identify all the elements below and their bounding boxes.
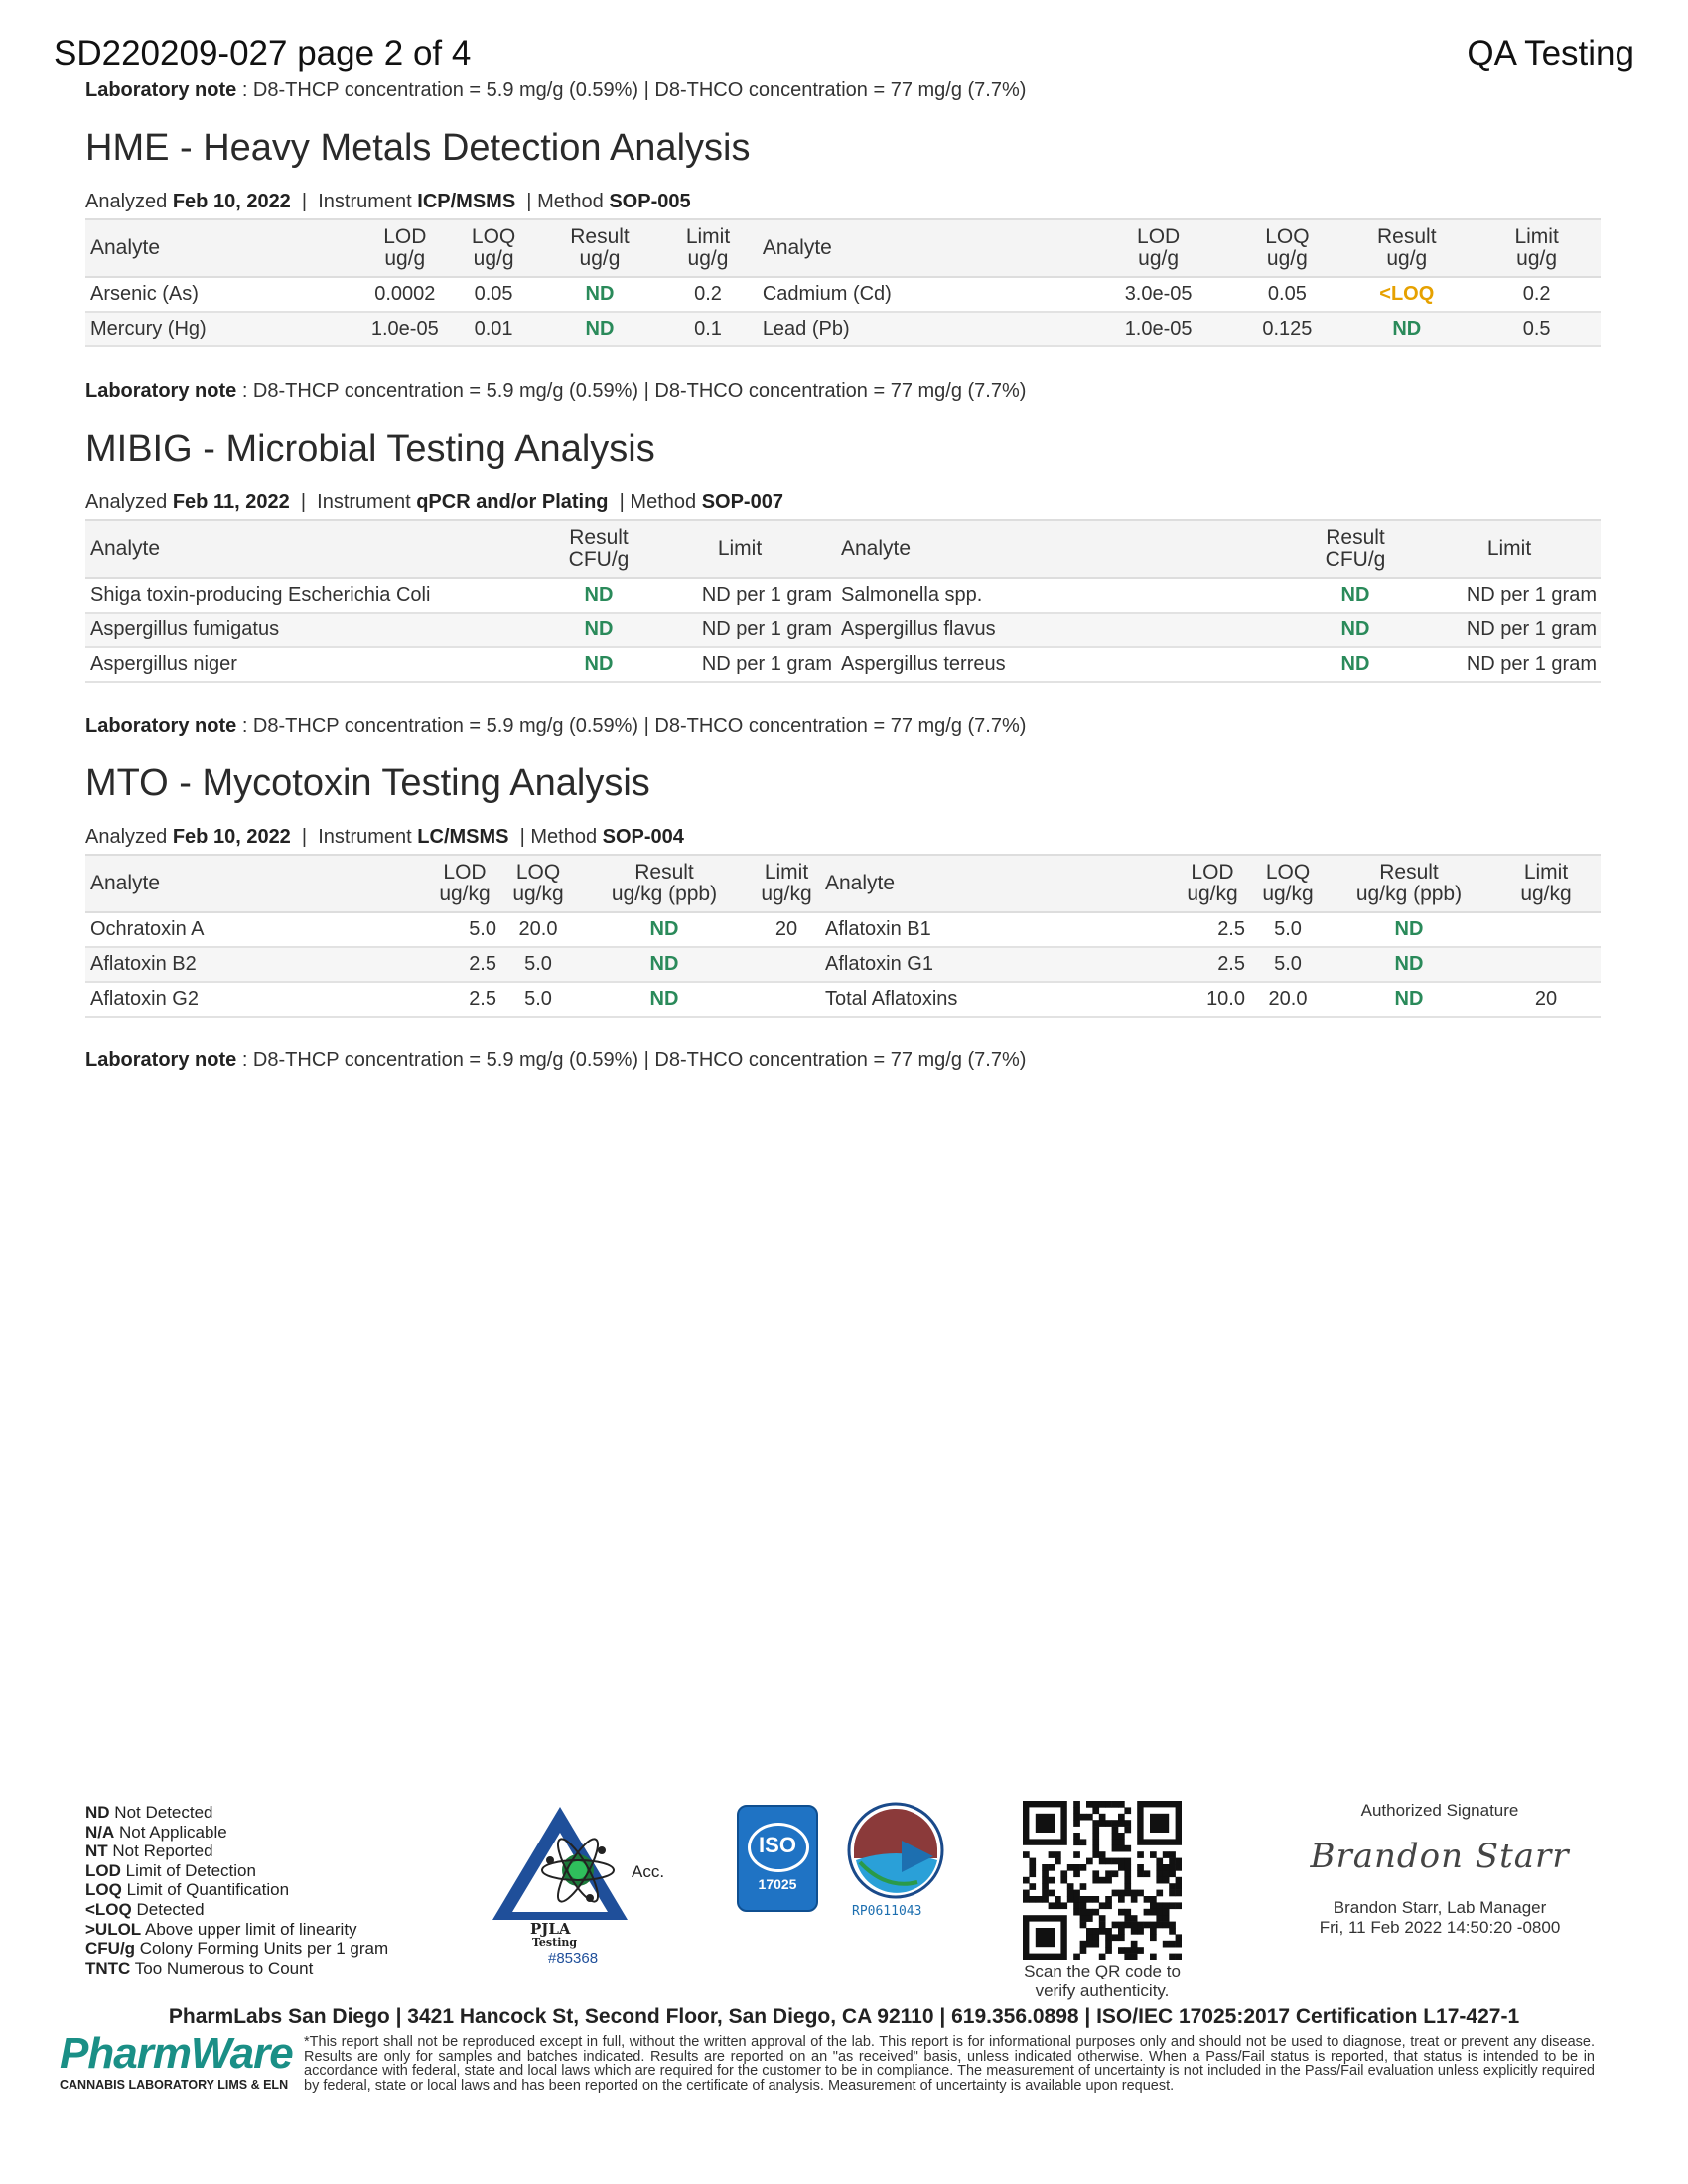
table-row <box>85 912 1601 947</box>
table-cell: ND <box>576 947 753 982</box>
legend-item <box>85 1861 423 1881</box>
lab-note <box>85 380 1026 403</box>
signature-date: Fri, 11 Feb 2022 14:50:20 -0800 <box>1319 1918 1561 1937</box>
column-header: Analyte <box>820 855 1176 912</box>
table-cell: 0.1 <box>658 312 758 346</box>
qr-code-icon <box>1023 1801 1182 1960</box>
column-header: LOD ug/g <box>363 219 446 277</box>
table-cell: 0.2 <box>1473 277 1601 312</box>
qr-caption: Scan the QR code to verify authenticity. <box>1024 1962 1181 2000</box>
pjla-name: PJLA <box>530 1920 571 1938</box>
instrument-label: Instrument <box>318 191 412 212</box>
table-cell: 5.0 <box>1249 947 1327 982</box>
table-row <box>85 647 1601 682</box>
instrument-value: LC/MSMS <box>417 826 509 848</box>
footer-address: PharmLabs San Diego | 3421 Hancock St, Second Floor, San Diego, CA 92110 | 619.356.0898 | ISO/IEC 17025:2017 Certification L17-427-1 <box>168 2005 1520 2028</box>
column-header: LOD ug/kg <box>429 855 500 912</box>
legend-abbr: ND <box>85 1803 110 1822</box>
method-label: Method <box>530 826 598 848</box>
table-cell: Aflatoxin G1 <box>820 947 1176 982</box>
column-header: Analyte <box>758 219 1083 277</box>
table-cell: Aspergillus terreus <box>836 647 1293 682</box>
table-cell: ND <box>554 647 643 682</box>
table-cell: Mercury (Hg) <box>85 312 363 346</box>
legend-abbr: TNTC <box>85 1958 131 1978</box>
disclaimer: *This report shall not be reproduced except in full, without the written approval of the lab. This report is for informational purposes only and should not be used to diagnose, treat or prevent any disease. Results are only for samples and batches indicated. Results are reported on an "as received" basis, unless indicated otherwise. When a Pass/Fail status is reported, that status is intended to be in accordance with federal, state and local laws which are required for the customer to be in compliance. The measurement of uncertainty is not included in the Pass/Fail evaluation unless explicitly required by federal, state or local laws and has been reported on the certificate of analysis. Measurement of uncertainty is available upon request. <box>304 2034 1595 2094</box>
table-row <box>85 312 1601 346</box>
table-cell: Total Aflatoxins <box>820 982 1176 1017</box>
table-cell: 2.5 <box>1176 947 1249 982</box>
column-header: Limit <box>1418 520 1601 578</box>
signature-block <box>1291 1801 1589 1938</box>
analyzed-label: Analyzed <box>85 191 168 212</box>
table-cell: 0.5 <box>1473 312 1601 346</box>
column-header: Limit ug/kg <box>753 855 820 912</box>
lab-note-label: Laboratory note <box>85 1049 237 1071</box>
pjla-number: #85368 <box>548 1950 599 1967</box>
table-cell: ND per 1 gram <box>643 613 836 647</box>
table-cell: 2.5 <box>1176 912 1249 947</box>
lab-note <box>85 1049 1026 1072</box>
table-cell: Arsenic (As) <box>85 277 363 312</box>
mibig-table <box>85 519 1601 683</box>
legend-item <box>85 1920 423 1940</box>
lab-note-text: : D8-THCP concentration = 5.9 mg/g (0.59%) | D8-THCO concentration = 77 mg/g (7.7%) <box>241 715 1027 737</box>
table-cell: 20 <box>1491 982 1601 1017</box>
lab-note <box>85 715 1026 738</box>
table-cell <box>1491 912 1601 947</box>
analyzed-date: Feb 11, 2022 <box>172 491 290 513</box>
table-cell: 5.0 <box>500 947 576 982</box>
table-cell: 5.0 <box>1249 912 1327 947</box>
legend-desc: Limit of Quantification <box>126 1880 290 1900</box>
column-header: Analyte <box>85 855 429 912</box>
table-row <box>85 578 1601 613</box>
column-header: Analyte <box>85 219 363 277</box>
mibig-title: MIBIG - Microbial Testing Analysis <box>85 428 655 470</box>
instrument-value: qPCR and/or Plating <box>416 491 609 513</box>
table-cell: 2.5 <box>429 947 500 982</box>
table-cell: Shiga toxin-producing Escherichia Coli <box>85 578 554 613</box>
table-cell: ND <box>541 312 658 346</box>
table-cell: ND <box>1340 312 1473 346</box>
legend-item <box>85 1900 423 1920</box>
table-cell: ND <box>1293 613 1418 647</box>
mto-title: MTO - Mycotoxin Testing Analysis <box>85 762 650 804</box>
table-row <box>85 613 1601 647</box>
legend-desc: Colony Forming Units per 1 gram <box>139 1939 389 1959</box>
column-header: Analyte <box>836 520 1293 578</box>
logo-sub: CANNABIS LABORATORY LIMS & ELN <box>60 2078 289 2092</box>
legend-desc: Above upper limit of linearity <box>145 1919 357 1939</box>
table-cell: 20.0 <box>500 912 576 947</box>
table-cell: Aspergillus fumigatus <box>85 613 554 647</box>
table-cell: ND <box>554 613 643 647</box>
table-cell: ND <box>576 982 753 1017</box>
table-cell: 0.05 <box>1233 277 1340 312</box>
column-header: LOQ ug/g <box>1233 219 1340 277</box>
dea-seal-icon <box>846 1801 945 1900</box>
legend-item <box>85 1842 423 1861</box>
brand-name: QA Testing <box>1467 34 1634 72</box>
legend-desc: Not Applicable <box>119 1822 227 1842</box>
hme-table <box>85 218 1601 347</box>
legend-desc: Detected <box>136 1899 205 1919</box>
table-cell: 5.0 <box>500 982 576 1017</box>
table-cell: ND <box>576 912 753 947</box>
instrument-value: ICP/MSMS <box>417 191 516 212</box>
mto-meta: Analyzed Feb 10, 2022 | Instrument LC/MSMS | Method SOP-004 <box>85 826 684 848</box>
signature-label: Authorized Signature <box>1360 1801 1519 1820</box>
lab-note-text: : D8-THCP concentration = 5.9 mg/g (0.59%) | D8-THCO concentration = 77 mg/g (7.7%) <box>241 1049 1027 1071</box>
table-cell: 0.05 <box>446 277 541 312</box>
column-header: Limit ug/kg <box>1491 855 1601 912</box>
table-cell: ND <box>1327 947 1491 982</box>
legend-abbr: LOD <box>85 1860 121 1880</box>
method-label: Method <box>630 491 697 513</box>
mto-table <box>85 854 1601 1018</box>
column-header: Result ug/g <box>1340 219 1473 277</box>
pjla-acc: Acc. <box>632 1862 665 1881</box>
iso-badge <box>737 1805 818 1912</box>
table-cell: 3.0e-05 <box>1083 277 1234 312</box>
lab-note-text: : D8-THCP concentration = 5.9 mg/g (0.59%) | D8-THCO concentration = 77 mg/g (7.7%) <box>241 380 1027 402</box>
column-header: Result ug/kg (ppb) <box>576 855 753 912</box>
column-header: LOD ug/g <box>1083 219 1234 277</box>
table-cell: ND <box>541 277 658 312</box>
lab-note-label: Laboratory note <box>85 79 237 101</box>
column-header: LOD ug/kg <box>1176 855 1249 912</box>
signatory-name: Brandon Starr, Lab Manager <box>1333 1898 1547 1917</box>
analyzed-date: Feb 10, 2022 <box>172 826 291 848</box>
table-cell <box>1491 947 1601 982</box>
legend-desc: Too Numerous to Count <box>134 1958 314 1978</box>
table-cell: ND per 1 gram <box>643 578 836 613</box>
column-header: Result ug/kg (ppb) <box>1327 855 1491 912</box>
legend-item <box>85 1959 423 1979</box>
legend-desc: Not Detected <box>114 1803 213 1822</box>
legend-desc: Limit of Detection <box>125 1860 256 1880</box>
method-value: SOP-004 <box>602 826 684 848</box>
iso-text: ISO <box>759 1833 796 1857</box>
table-cell: ND <box>554 578 643 613</box>
lab-note-label: Laboratory note <box>85 715 237 737</box>
analyzed-date: Feb 10, 2022 <box>172 191 291 212</box>
table-cell: Aflatoxin G2 <box>85 982 429 1017</box>
table-cell: ND per 1 gram <box>643 647 836 682</box>
table-row <box>85 277 1601 312</box>
table-row <box>85 947 1601 982</box>
table-cell: ND <box>1293 578 1418 613</box>
table-cell: 20.0 <box>1249 982 1327 1017</box>
lab-note-label: Laboratory note <box>85 380 237 402</box>
table-cell: 1.0e-05 <box>363 312 446 346</box>
legend-desc: Not Reported <box>112 1842 213 1861</box>
table-cell: 0.0002 <box>363 277 446 312</box>
column-header: Result CFU/g <box>554 520 643 578</box>
column-header: Result ug/g <box>541 219 658 277</box>
column-header: LOQ ug/kg <box>1249 855 1327 912</box>
column-header: Result CFU/g <box>1293 520 1418 578</box>
table-cell <box>753 982 820 1017</box>
column-header: Analyte <box>85 520 554 578</box>
qr-code[interactable] <box>1023 1801 1182 1960</box>
document-id: SD220209-027 page 2 of 4 <box>54 34 472 72</box>
pharmware-logo <box>60 2031 298 2101</box>
lab-note <box>85 79 1026 102</box>
table-cell: 10.0 <box>1176 982 1249 1017</box>
iso-number: 17025 <box>758 1876 797 1892</box>
table-cell: 20 <box>753 912 820 947</box>
column-header: LOQ ug/kg <box>500 855 576 912</box>
legend-abbr: LOQ <box>85 1880 122 1900</box>
legend-item <box>85 1803 423 1823</box>
analyzed-label: Analyzed <box>85 826 168 848</box>
legend-abbr: NT <box>85 1842 108 1861</box>
hme-title: HME - Heavy Metals Detection Analysis <box>85 127 751 169</box>
table-cell: 0.01 <box>446 312 541 346</box>
table-cell: ND per 1 gram <box>1418 647 1601 682</box>
hme-meta: Analyzed Feb 10, 2022 | Instrument ICP/MSMS | Method SOP-005 <box>85 191 691 212</box>
method-value: SOP-005 <box>609 191 691 212</box>
table-cell: ND per 1 gram <box>1418 613 1601 647</box>
table-cell: Ochratoxin A <box>85 912 429 947</box>
analyzed-label: Analyzed <box>85 491 168 513</box>
legend-abbr: <LOQ <box>85 1899 132 1919</box>
pjla-sub: Testing <box>532 1936 578 1949</box>
table-cell: ND per 1 gram <box>1418 578 1601 613</box>
table-cell: ND <box>1327 912 1491 947</box>
table-cell: Aspergillus flavus <box>836 613 1293 647</box>
table-cell: 5.0 <box>429 912 500 947</box>
table-cell: Lead (Pb) <box>758 312 1083 346</box>
table-cell: 2.5 <box>429 982 500 1017</box>
column-header: LOQ ug/g <box>446 219 541 277</box>
table-cell: 0.125 <box>1233 312 1340 346</box>
legend-item <box>85 1823 423 1843</box>
column-header: Limit ug/g <box>1473 219 1601 277</box>
table-cell: <LOQ <box>1340 277 1473 312</box>
handwritten-signature: Brandon Starr <box>1310 1837 1570 1876</box>
dea-number: RP0611043 <box>852 1904 922 1919</box>
table-cell: 0.2 <box>658 277 758 312</box>
abbreviation-legend <box>85 1803 423 1978</box>
table-cell: Cadmium (Cd) <box>758 277 1083 312</box>
table-cell: ND <box>1293 647 1418 682</box>
logo-main: PharmWare <box>60 2029 293 2078</box>
table-cell: Aflatoxin B2 <box>85 947 429 982</box>
table-cell: Aspergillus niger <box>85 647 554 682</box>
column-header: Limit <box>643 520 836 578</box>
method-label: Method <box>537 191 604 212</box>
table-row <box>85 982 1601 1017</box>
lab-note-text: : D8-THCP concentration = 5.9 mg/g (0.59%) | D8-THCO concentration = 77 mg/g (7.7%) <box>241 79 1027 101</box>
table-cell: ND <box>1327 982 1491 1017</box>
mibig-meta: Analyzed Feb 11, 2022 | Instrument qPCR and/or Plating | Method SOP-007 <box>85 491 783 513</box>
dea-seal <box>846 1801 955 1920</box>
pjla-badge <box>491 1803 669 1967</box>
column-header: Limit ug/g <box>658 219 758 277</box>
legend-abbr: CFU/g <box>85 1939 136 1959</box>
instrument-label: Instrument <box>318 826 412 848</box>
legend-abbr: >ULOL <box>85 1919 142 1939</box>
table-cell: Salmonella spp. <box>836 578 1293 613</box>
legend-abbr: N/A <box>85 1822 115 1842</box>
table-cell: 1.0e-05 <box>1083 312 1234 346</box>
table-cell <box>753 947 820 982</box>
instrument-label: Instrument <box>317 491 411 513</box>
legend-item <box>85 1939 423 1959</box>
legend-item <box>85 1880 423 1900</box>
method-value: SOP-007 <box>701 491 783 513</box>
table-cell: Aflatoxin B1 <box>820 912 1176 947</box>
